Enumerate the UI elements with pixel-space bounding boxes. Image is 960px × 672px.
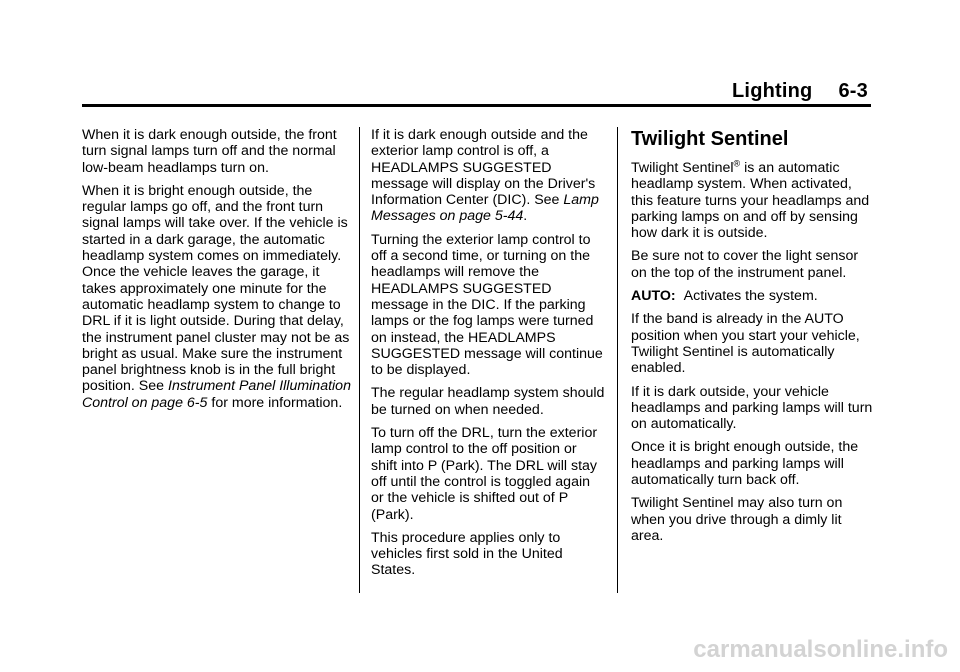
paragraph-text: When it is bright enough outside, the regular lamps go off, and the front turn signal lamps will take over. If the vehicle is started in a dark garage, the automatic headlamp system comes on immediately. Once the vehicle leaves the garage, it takes approximately one minute for the automatic headlamp system to change to DRL if it is light outside. During that delay, the instrument panel cluster may not be as bright as usual. Make sure the instrument panel brightness knob is in the full bright position. bbox=[82, 182, 350, 395]
cross-reference-link[interactable]: Lamp Messages on page 5-44 bbox=[371, 192, 599, 225]
paragraph bbox=[371, 127, 606, 225]
column-divider-1 bbox=[359, 127, 360, 593]
paragraph: Twilight Sentinel may also turn on when you drive through a dimly lit area. bbox=[631, 495, 843, 544]
auto-label: AUTO: bbox=[631, 288, 676, 305]
registered-mark: ® bbox=[733, 158, 741, 169]
cross-reference-link[interactable]: Instrument Panel Illumination Control on page 6-5 bbox=[82, 378, 351, 411]
section-heading: Twilight Sentinel bbox=[631, 128, 789, 150]
paragraph-text: Activates the system. bbox=[683, 288, 818, 305]
paragraph-tail: . bbox=[523, 208, 528, 225]
paragraph: The regular headlamp system should be turned on when needed. bbox=[371, 385, 605, 418]
paragraph: Once it is bright enough outside, the headlamps and parking lamps will automatically turn back off. bbox=[631, 439, 859, 489]
paragraph bbox=[82, 183, 352, 411]
paragraph bbox=[631, 288, 876, 304]
see-text: See bbox=[138, 378, 165, 395]
paragraph bbox=[631, 160, 876, 241]
paragraph: Turning the exterior lamp control to off a second time, or turning on the headlamps will remove the HEADLAMPS SUGGESTED message in the DIC. If the parking lamps or the fog lamps were turned on instead, the HEADLAMPS SUGGESTED message will continue to be displayed. bbox=[371, 231, 603, 379]
paragraph-tail: for more information. bbox=[211, 394, 343, 411]
page-header bbox=[732, 80, 868, 103]
section-title: Lighting bbox=[732, 80, 813, 102]
paragraph: If the band is already in the AUTO position when you start your vehicle, Twilight Sentinel is automatically enabled. bbox=[631, 311, 860, 377]
paragraph-text: is an automatic headlamp system. When activated, this feature turns your headlamps and parking lamps on and off by sensing how dark it is outside. bbox=[631, 160, 870, 242]
column-2 bbox=[371, 127, 606, 586]
paragraph: Be sure not to cover the light sensor on the top of the instrument panel. bbox=[631, 248, 859, 281]
column-3 bbox=[631, 127, 876, 551]
paragraph-text: If it is dark enough outside and the exterior lamp control is off, a HEADLAMPS SUGGESTED message will display on the Driver's Information Center (DIC). See bbox=[371, 127, 596, 209]
product-name: Twilight Sentinel bbox=[631, 160, 734, 176]
page-number: 6-3 bbox=[838, 80, 868, 102]
paragraph: If it is dark outside, your vehicle headlamps and parking lamps will turn on automatically. bbox=[631, 383, 873, 433]
column-divider-2 bbox=[617, 127, 618, 593]
paragraph: When it is dark enough outside, the front turn signal lamps turn off and the normal low-beam headlamps turn on. bbox=[82, 127, 337, 176]
paragraph: This procedure applies only to vehicles first sold in the United States. bbox=[371, 529, 563, 579]
header-rule bbox=[82, 104, 871, 107]
paragraph: To turn off the DRL, turn the exterior lamp control to the off position or shift into P (Park). The DRL will stay off until the control is toggled again or the vehicle is shifted out of P (Park). bbox=[371, 425, 598, 523]
watermark: carmanualsonline.info bbox=[693, 636, 948, 663]
column-1 bbox=[82, 127, 352, 418]
